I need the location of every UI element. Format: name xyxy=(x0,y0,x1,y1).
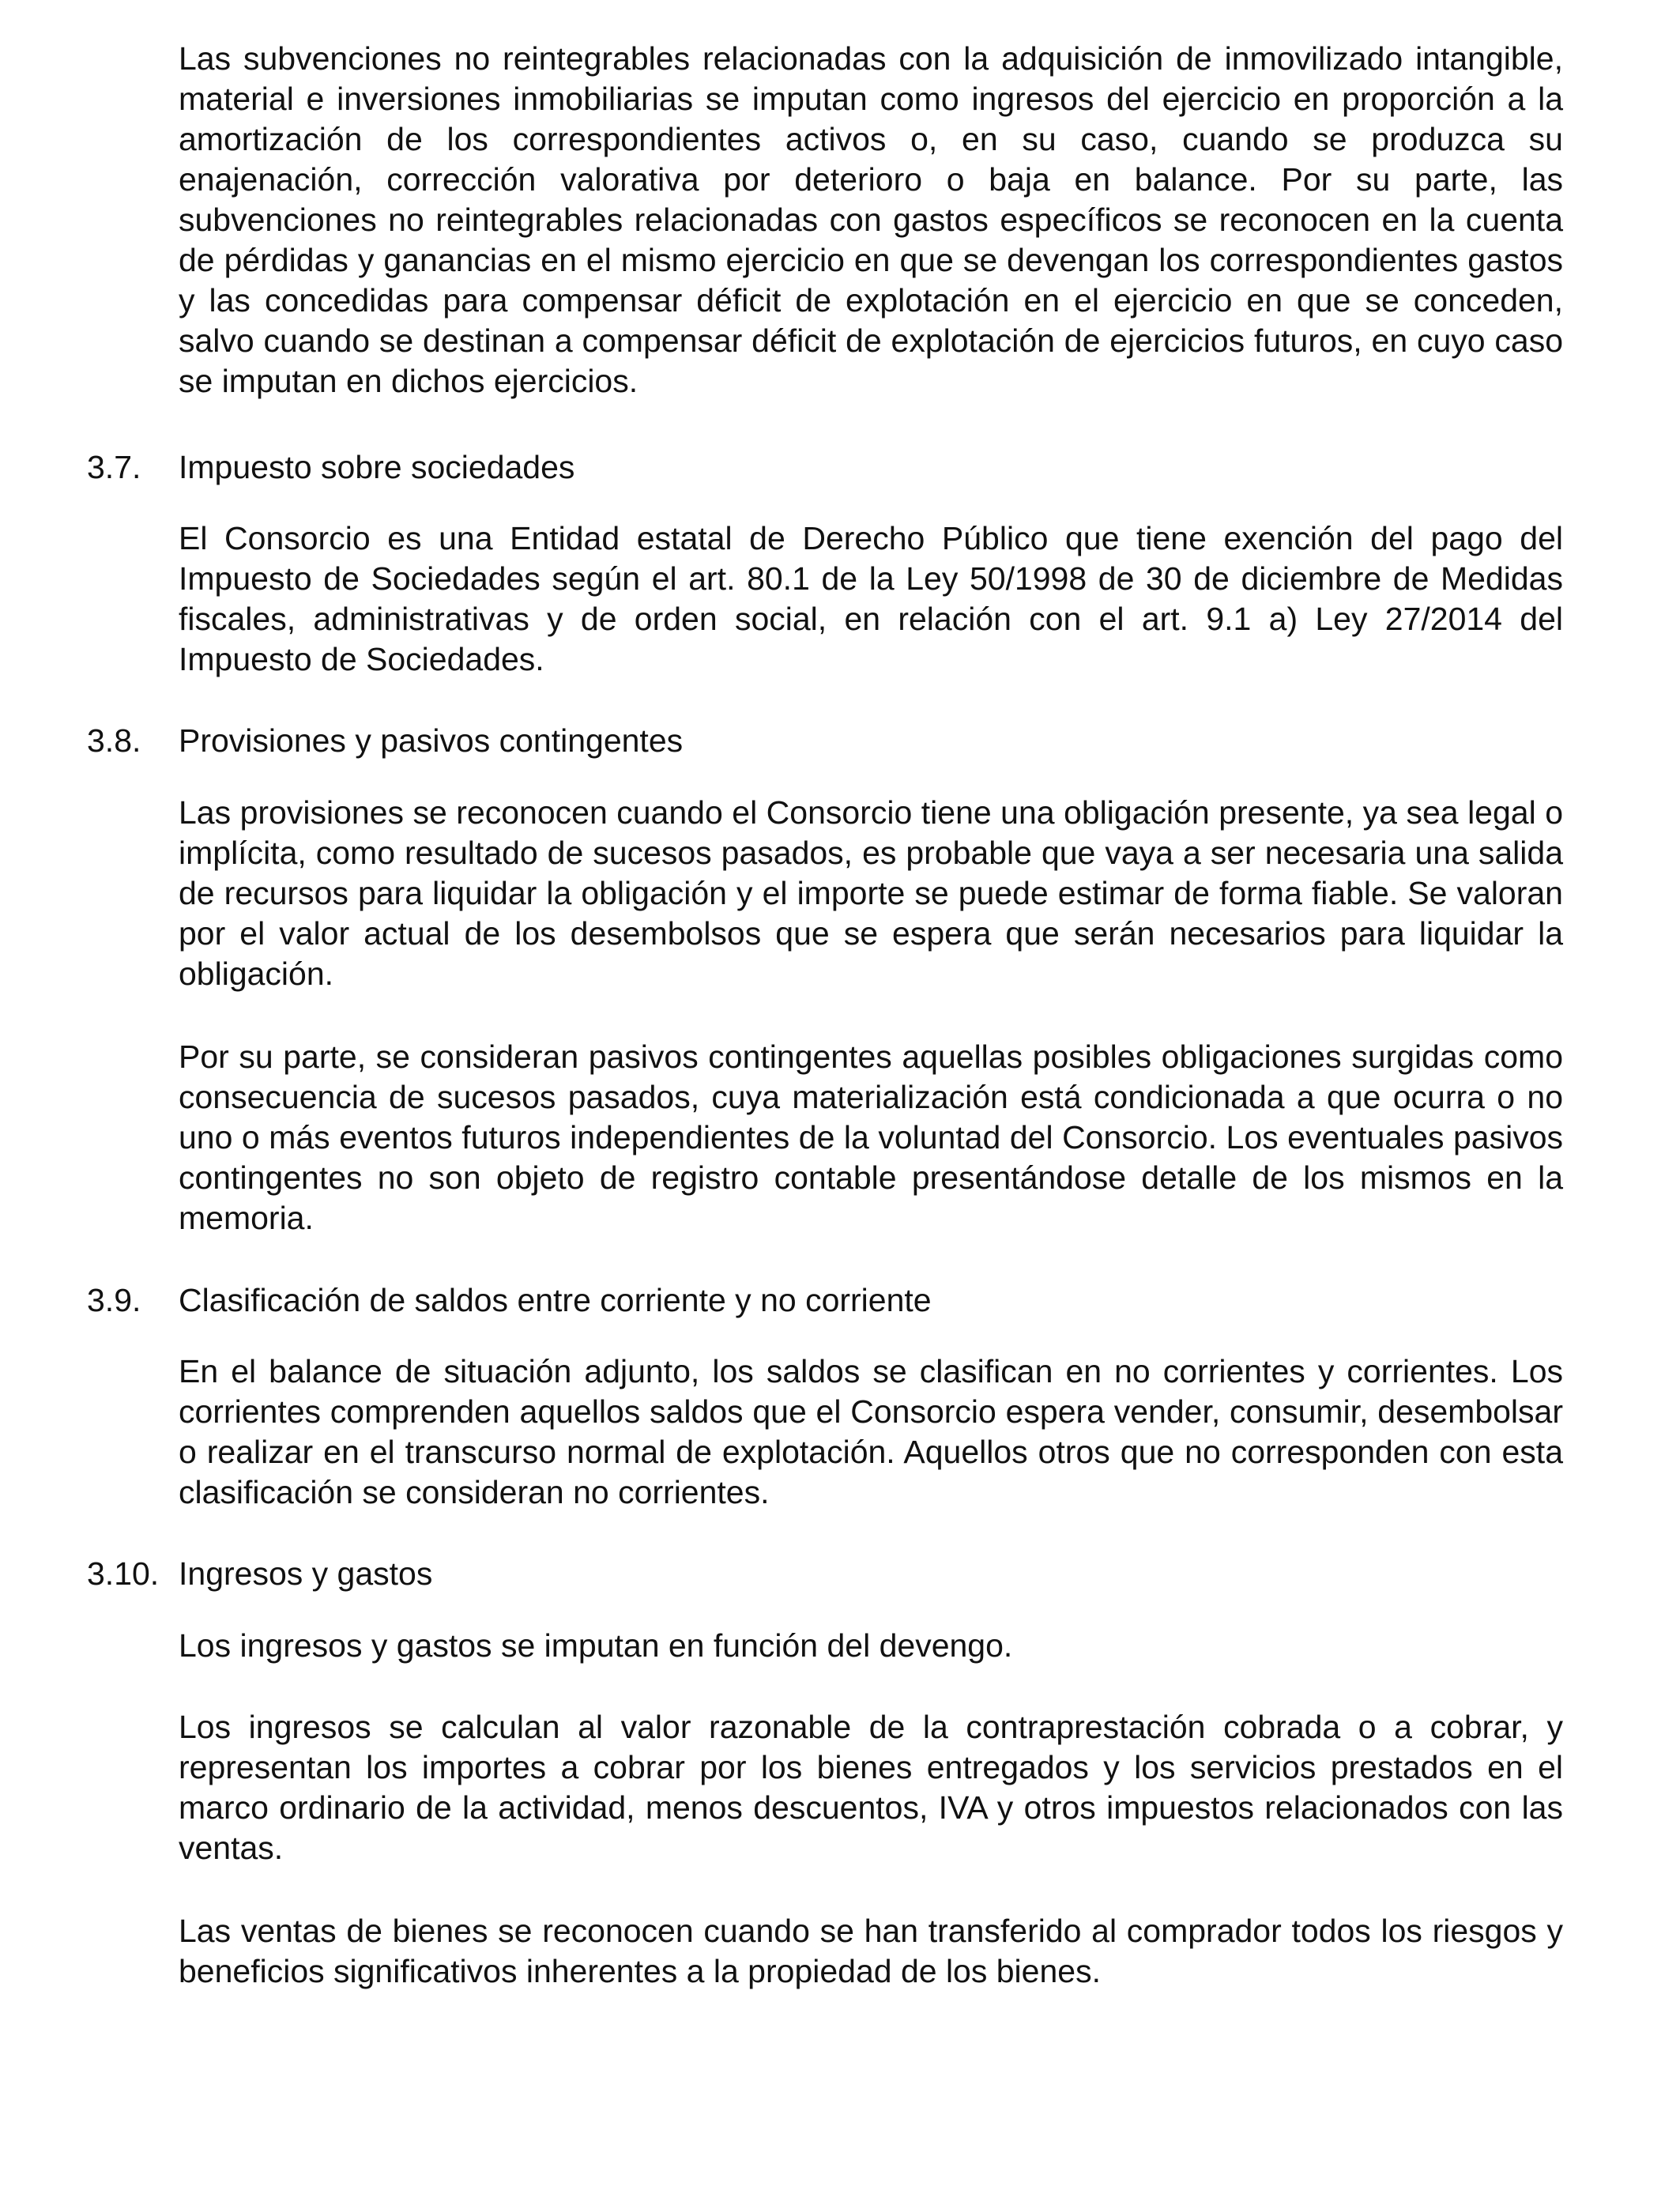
section-heading-3-9 xyxy=(87,1280,1557,1321)
section-heading-3-10 xyxy=(87,1554,1557,1594)
section-3-10-paragraph-2: Los ingresos se calculan al valor razonable de la contraprestación cobrada o a cobrar, y representan los importes a cobrar por los bienes entregados y los servicios prestados en el marco ordinario de la actividad, menos descuentos, IVA y otros impuestos relacionados con las ventas. xyxy=(179,1709,1563,1866)
section-number: 3.8. xyxy=(87,722,141,759)
section-3-10-paragraph-1: Los ingresos y gastos se imputan en función del devengo. xyxy=(179,1627,1013,1664)
section-title: Impuesto sobre sociedades xyxy=(179,449,575,485)
section-number: 3.7. xyxy=(87,449,141,485)
section-3-9-paragraph-1: En el balance de situación adjunto, los saldos se clasifican en no corrientes y corrientes. Los corrientes comprenden aquellos saldos que el Consorcio espera vender, consumir, desembolsar o realizar en el transcurso normal de explotación. Aquellos otros que no corresponden con esta clasificación se consideran no corrientes. xyxy=(179,1353,1563,1510)
section-title: Provisiones y pasivos contingentes xyxy=(179,722,684,759)
section-number: 3.9. xyxy=(87,1282,141,1318)
section-title: Clasificación de saldos entre corriente y no corriente xyxy=(179,1282,932,1318)
section-number: 3.10. xyxy=(87,1555,160,1592)
section-heading-3-8 xyxy=(87,721,1557,761)
section-heading-3-7 xyxy=(87,447,1557,488)
section-3-7-paragraph-1: El Consorcio es una Entidad estatal de Derecho Público que tiene exención del pago del Impuesto de Sociedades según el art. 80.1 de la Ley 50/1998 de 30 de diciembre de Medidas fiscales, administrativas y de orden social, en relación con el art. 9.1 a) Ley 27/2014 del Impuesto de Sociedades. xyxy=(179,520,1563,677)
intro-paragraph: Las subvenciones no reintegrables relacionadas con la adquisición de inmovilizado intangible, material e inversiones inmobiliarias se imputan como ingresos del ejercicio en proporción a la amortización de los correspondientes activos o, en su caso, cuando se produzca su enajenación, corrección valorativa por deterioro o baja en balance. Por su parte, las subvenciones no reintegrables relacionadas con gastos específicos se reconocen en la cuenta de pérdidas y ganancias en el mismo ejercicio en que se devengan los correspondientes gastos y las concedidas para compensar déficit de explotación en el ejercicio en que se conceden, salvo cuando se destinan a compensar déficit de explotación de ejercicios futuros, en cuyo caso se imputan en dichos ejercicios. xyxy=(179,40,1563,399)
section-title: Ingresos y gastos xyxy=(179,1555,433,1592)
section-3-8-paragraph-1: Las provisiones se reconocen cuando el Consorcio tiene una obligación presente, ya sea legal o implícita, como resultado de sucesos pasados, es probable que vaya a ser necesaria una salida de recursos para liquidar la obligación y el importe se puede estimar de forma fiable. Se valoran por el valor actual de los desembolsos que se espera que serán necesarios para liquidar la obligación. xyxy=(179,794,1563,992)
section-3-10-paragraph-3: Las ventas de bienes se reconocen cuando se han transferido al comprador todos los riesgos y beneficios significativos inherentes a la propiedad de los bienes. xyxy=(179,1913,1563,1989)
section-3-8-paragraph-2: Por su parte, se consideran pasivos contingentes aquellas posibles obligaciones surgidas como consecuencia de sucesos pasados, cuya materialización está condicionada a que ocurra o no uno o más eventos futuros independientes de la voluntad del Consorcio. Los eventuales pasivos contingentes no son objeto de registro contable presentándose detalle de los mismos en la memoria. xyxy=(179,1039,1563,1236)
